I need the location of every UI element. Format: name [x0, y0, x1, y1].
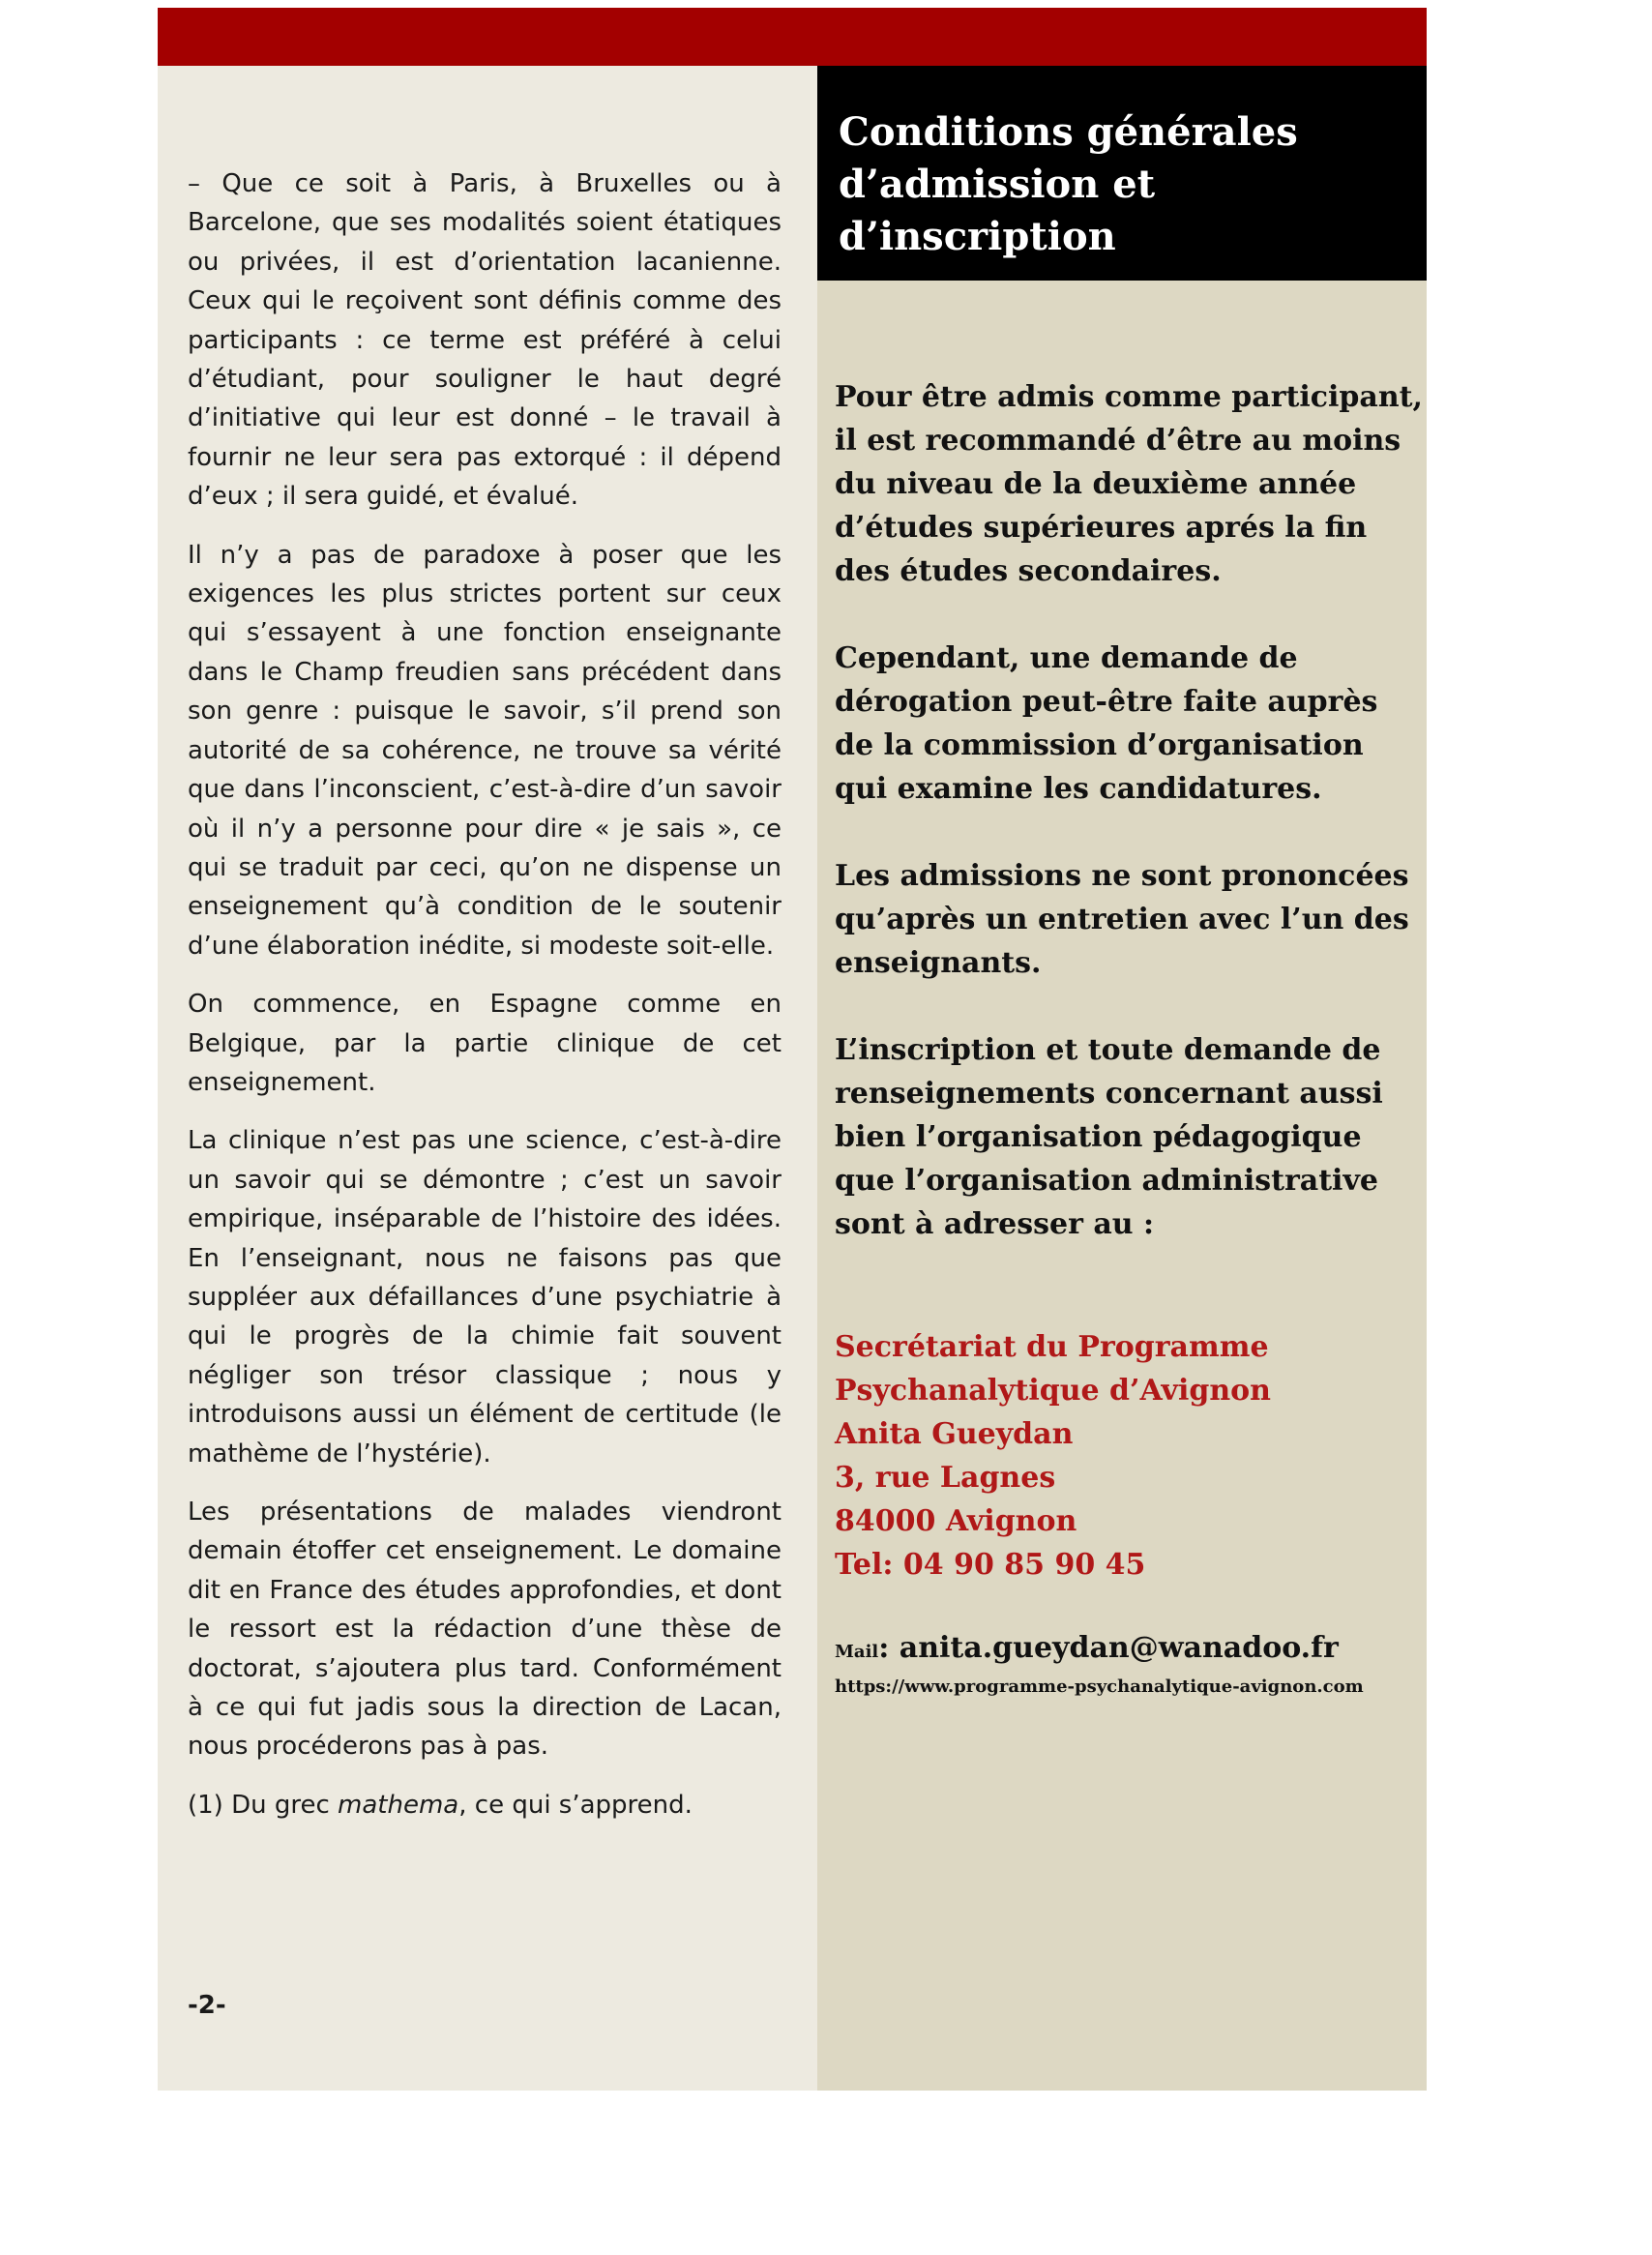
section-title: Conditions générales d’admission et d’inscription	[839, 109, 1298, 259]
condition-inscription: L’inscription et toute demande de renseignements concernant aussi bien l’organisation pédagogique que l’organisation administrative sont à adresser au :	[835, 1033, 1383, 1241]
mail-label: Mail	[835, 1642, 879, 1662]
address-line-5: 84000 Avignon	[835, 1504, 1077, 1538]
paragraph-clinique: La clinique n’est pas une science, c’est-à-dire un savoir qui se démontre ; c’est un savoir empirique, inséparable de l’histoire des idées. En l’enseignant, nous ne faisons pas que suppléer aux défaillances d’une psychiatrie à qui le progrès de la chimie fait souvent négliger son trésor classique ; nous y introduisons aussi un élément de certitude (le mathème de l’hystérie).	[188, 1126, 782, 1469]
page-number: -2-	[188, 1991, 226, 2020]
mail-line	[835, 1631, 1425, 1665]
paragraph-clinique-intro: On commence, en Espagne comme en Belgique, par la partie clinique de cet enseignement.	[188, 990, 782, 1097]
condition-level: Pour être admis comme participant, il est recommandé d’être au moins du niveau de la deuxième année d’études supérieures aprés la fin des études secondaires.	[835, 380, 1423, 588]
footnote-prefix: (1) Du grec	[188, 1790, 339, 1820]
address-phone: Tel: 04 90 85 90 45	[835, 1548, 1146, 1582]
paragraph-orientation: – Que ce soit à Paris, à Bruxelles ou à Barcelone, que ses modalités soient étatiques ou privées, il est d’orientation lacanienne. Ceux qui le reçoivent sont définis comme des participants : ce terme est préféré à celui d’étudiant, pour souligner le haut degré d’initiative qui leur est donné – le travail à fournir ne leur sera pas extorqué : il dépend d’eux ; il sera guidé, et évalué.	[188, 169, 782, 512]
secretariat-address	[835, 1325, 1425, 1587]
address-line-1: Secrétariat du Programme	[835, 1330, 1269, 1364]
left-column	[158, 66, 817, 2091]
title-box	[817, 66, 1427, 281]
address-line-3: Anita Gueydan	[835, 1417, 1074, 1451]
address-line-4: 3, rue Lagnes	[835, 1461, 1056, 1495]
mail-address: : anita.gueydan@wanadoo.fr	[878, 1631, 1339, 1665]
document-page	[158, 8, 1427, 2091]
paragraph-presentations: Les présentations de malades viendront demain étoffer cet enseignement. Le domaine dit en France des études approfondies, et dont le ressort est la rédaction d’une thèse de doctorat, s’ajoutera plus tard. Conformément à ce qui fut jadis sous la direction de Lacan, nous procéderons pas à pas.	[188, 1498, 782, 1762]
article-text	[188, 164, 782, 1844]
footnote	[188, 1786, 782, 1825]
condition-interview: Les admissions ne sont prononcées qu’après un entretien avec l’un des enseignants.	[835, 859, 1409, 980]
paragraph-exigences: Il n’y a pas de paradoxe à poser que les exigences les plus strictes portent sur ceux qui s’essayent à une fonction enseignante dans le Champ freudien sans précédent dans son genre : puisque le savoir, s’il prend son autorité de sa cohérence, ne trouve sa vérité que dans l’inconscient, c’est-à-dire d’un savoir où il n’y a personne pour dire « je sais », ce qui se traduit par ceci, qu’on ne dispense un enseignement qu’à condition de le soutenir d’une élaboration inédite, si modeste soit-elle.	[188, 540, 782, 961]
condition-derogation: Cependant, une demande de dérogation peut-être faite auprès de la commission d’organisation qui examine les candidatures.	[835, 641, 1378, 806]
footnote-suffix: , ce qui s’apprend.	[458, 1790, 693, 1820]
top-accent-bar	[158, 8, 1427, 66]
admission-conditions	[835, 375, 1425, 1290]
footnote-term: mathema	[338, 1790, 459, 1820]
address-line-2: Psychanalytique d’Avignon	[835, 1374, 1271, 1408]
website-url: https://www.programme-psychanalytique-avignon.com	[835, 1676, 1364, 1697]
right-column	[817, 66, 1427, 2091]
